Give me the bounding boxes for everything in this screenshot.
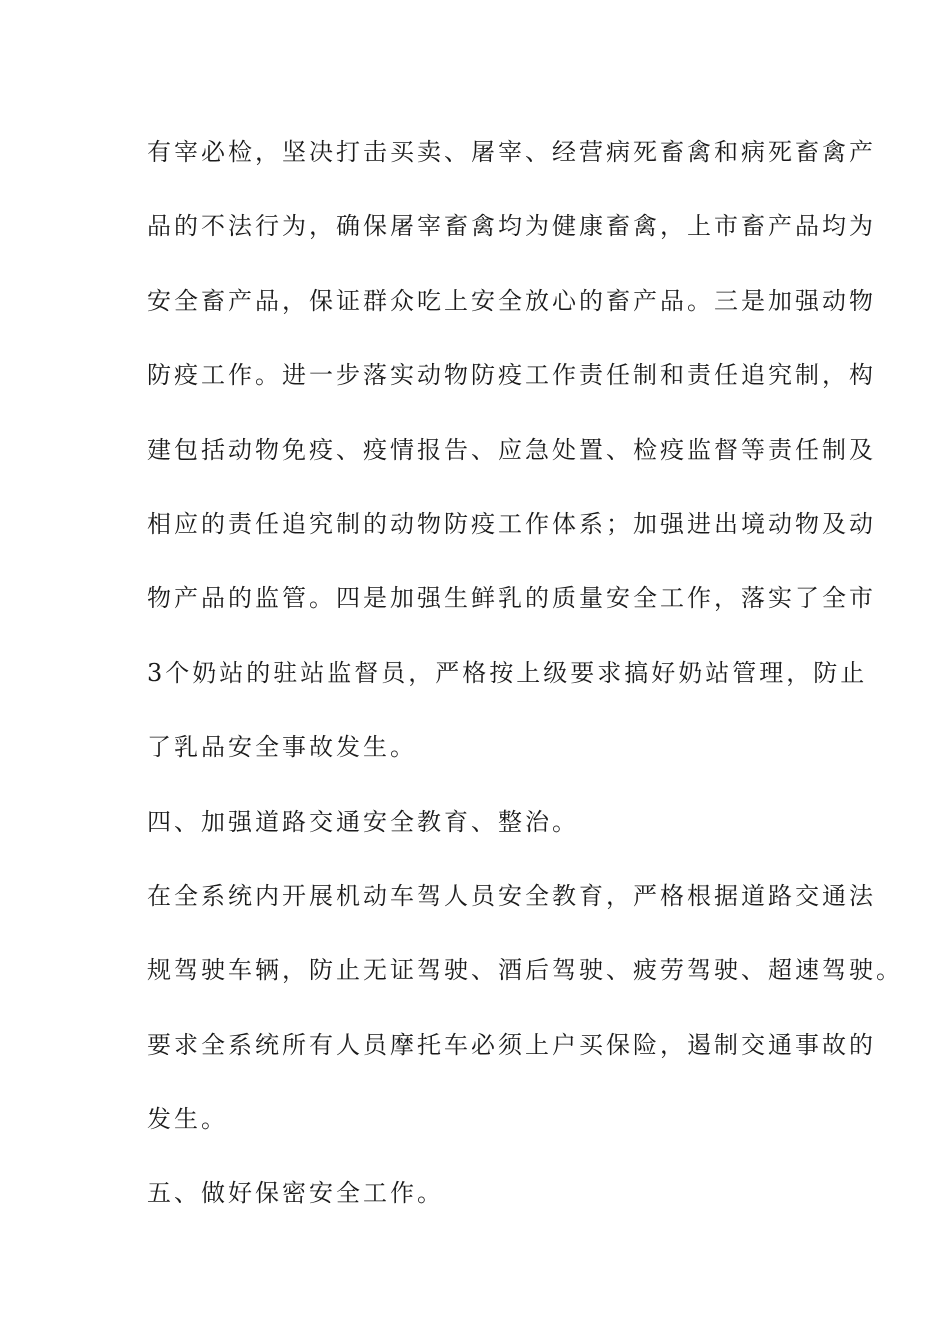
- text-line-14: 发生。: [147, 1105, 228, 1134]
- text-line-6: 相应的责任追究制的动物防疫工作体系；加强进出境动物及动: [147, 509, 876, 538]
- section-heading-5: 五、做好保密安全工作。: [147, 1179, 444, 1208]
- body-text: [147, 132, 903, 1248]
- text-line-13: 要求全系统所有人员摩托车必须上户买保险，遏制交通事故的: [147, 1030, 876, 1059]
- text-line-12: 规驾驶车辆，防止无证驾驶、酒后驾驶、疲劳驾驶、超速驾驶。: [147, 956, 903, 985]
- text-line-7: 物产品的监管。四是加强生鲜乳的质量安全工作，落实了全市: [147, 584, 876, 613]
- section-heading-4: 四、加强道路交通安全教育、整治。: [147, 807, 579, 836]
- text-line-8: 3个奶站的驻站监督员，严格按上级要求搞好奶站管理，防止: [147, 658, 868, 687]
- text-line-1: 有宰必检，坚决打击买卖、屠宰、经营病死畜禽和病死畜禽产: [147, 138, 876, 166]
- text-line-9: 了乳品安全事故发生。: [147, 733, 417, 762]
- text-line-11: 在全系统内开展机动车驾人员安全教育，严格根据道路交通法: [147, 881, 876, 910]
- text-line-5: 建包括动物免疫、疫情报告、应急处置、检疫监督等责任制及: [147, 435, 876, 464]
- text-line-2: 品的不法行为，确保屠宰畜禽均为健康畜禽，上市畜产品均为: [147, 212, 876, 241]
- text-line-4: 防疫工作。进一步落实动物防疫工作责任制和责任追究制，构: [147, 361, 876, 390]
- text-line-3: 安全畜产品，保证群众吃上安全放心的畜产品。三是加强动物: [147, 286, 876, 315]
